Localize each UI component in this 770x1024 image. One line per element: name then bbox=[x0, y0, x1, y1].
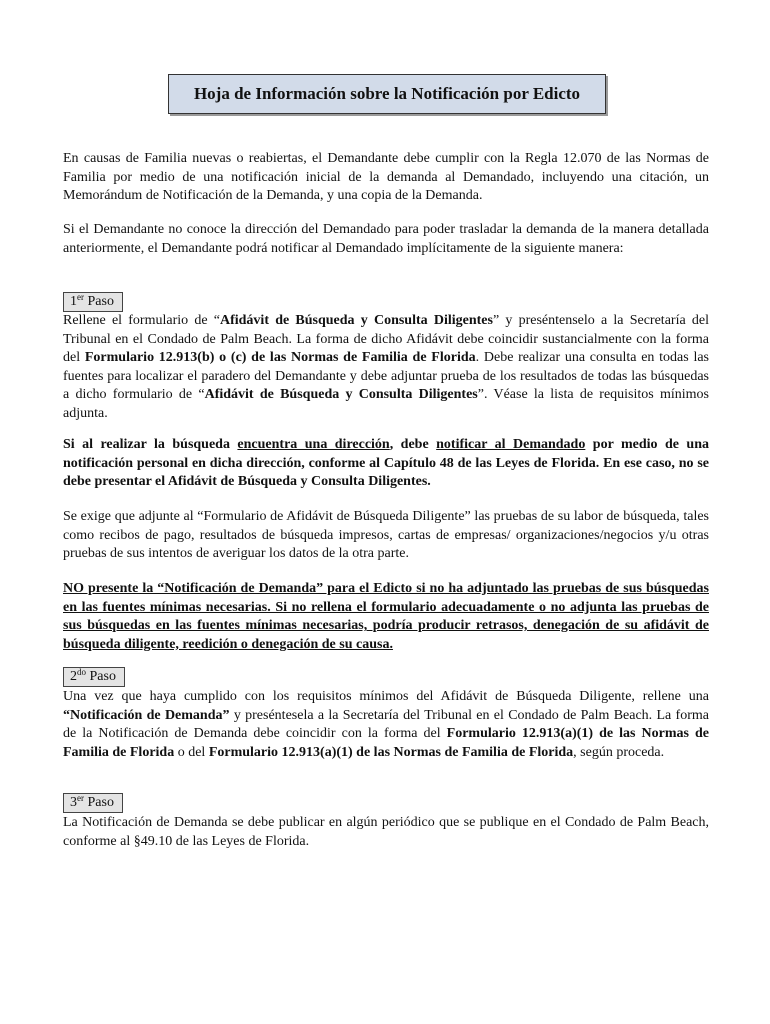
text-span: y preséntesela a la Secretaría del Tribunal en el Condado de Palm Beach. La forma de la Notificación de Demanda debe coincidir con la forma del bbox=[63, 707, 709, 742]
step-1-paragraph-2 bbox=[63, 436, 709, 492]
text-span: ” y preséntenselo a la Secretaría del Tribunal en el Condado de Palm Beach. La forma de dicho Afidávit debe coincidir sustancialmente con la forma del bbox=[63, 313, 709, 366]
underlined-text: encuentra una dirección bbox=[237, 437, 390, 452]
step-1-number: 1 bbox=[70, 294, 77, 309]
bold-text: Afidávit de Búsqueda y Consulta Diligentes bbox=[204, 387, 478, 403]
text-span: , debe bbox=[389, 437, 437, 452]
intro-paragraph-2: Si el Demandante no conoce la dirección del Demandado para poder trasladar la demanda de la manera detallada anteriormente, el Demandante podrá notificar al Demandado implícitamente de la siguiente manera: bbox=[63, 222, 709, 256]
step-2-number: 2 bbox=[70, 669, 77, 684]
text-span: Si al realizar la búsqueda bbox=[63, 437, 238, 452]
step-1-warning-paragraph: NO presente la “Notificación de Demanda” para el Edicto si no ha adjuntado las pruebas de sus búsquedas en las fuentes mínimas necesarias. Si no rellena el formulario adecuadamente o no adjunta las pruebas de sus búsquedas en las fuentes mínimas necesarias, podría producir retrasos, denegación de su afidávit de búsqueda diligente, reedición o denegación de su causa. bbox=[63, 581, 709, 652]
step-1-word: Paso bbox=[87, 294, 114, 309]
bold-text: Formulario 12.913(a)(1) de las Normas de Familia de Florida bbox=[208, 744, 574, 760]
step-2-paragraph-1 bbox=[63, 688, 709, 762]
text-span: . Debe realizar una consulta en todas las fuentes para localizar el paradero del Demandante y debe adjuntar prueba de los resultados de todas las búsquedas a dicho formulario de “ bbox=[63, 350, 710, 403]
intro-paragraph-1: En causas de Familia nuevas o reabiertas, el Demandante debe cumplir con la Regla 12.070 de las Normas de Familia por medio de una notificación inicial de la demanda al Demandado, incluyendo una citación, un Memorándum de Notificación de la Demanda, y una copia de la Demanda. bbox=[63, 151, 709, 204]
step-3-word: Paso bbox=[87, 795, 114, 810]
text-span: por medio de una notificación personal en dicha dirección, conforme al Capítulo 48 de las Leyes de Florida. En ese caso, no se debe presentar el Afidávit de Búsqueda y Consulta Diligentes. bbox=[63, 437, 710, 490]
step-1-ordinal: er bbox=[77, 292, 84, 302]
step-3-number: 3 bbox=[70, 795, 77, 810]
text-span: ”. Véase la lista de requisitos mínimos adjunta. bbox=[63, 387, 709, 421]
step-2-word: Paso bbox=[89, 669, 116, 684]
text-span: o del bbox=[174, 744, 209, 760]
bold-text: Afidávit de Búsqueda y Consulta Diligentes bbox=[219, 313, 493, 328]
text-span: Rellene el formulario de “ bbox=[63, 313, 220, 328]
bold-text: Formulario 12.913(a)(1) de las Normas de Familia de Florida bbox=[63, 726, 709, 760]
page-title bbox=[168, 74, 606, 114]
underlined-text: notificar al Demandado bbox=[436, 437, 586, 452]
text-span: , según proceda. bbox=[573, 744, 665, 760]
step-2-ordinal: do bbox=[77, 667, 86, 677]
step-2-label bbox=[63, 667, 125, 687]
step-3-ordinal: er bbox=[77, 793, 84, 803]
bold-text: “Notificación de Demanda” bbox=[63, 707, 230, 723]
text-span: Una vez que haya cumplido con los requisitos mínimos del Afidávit de Búsqueda Diligente, rellene una bbox=[63, 689, 709, 704]
step-3-label bbox=[63, 793, 123, 813]
step-3-paragraph-1: La Notificación de Demanda se debe publicar en algún periódico que se publique en el Condado de Palm Beach, conforme al §49.10 de las Leyes de Florida. bbox=[63, 815, 709, 849]
page-title-text: Hoja de Información sobre la Notificación por Edicto bbox=[193, 84, 581, 103]
bold-text: Formulario 12.913(b) o (c) de las Normas de Familia de Florida bbox=[84, 350, 476, 366]
step-1-paragraph-1 bbox=[63, 312, 709, 424]
step-1-paragraph-3: Se exige que adjunte al “Formulario de Afidávit de Búsqueda Diligente” las pruebas de su labor de búsqueda, tales como recibos de pago, resultados de búsqueda impresos, cartas de empresas/ organizaciones/negocios y/u otras pruebas de sus intentos de averiguar los datos de la otra parte. bbox=[63, 509, 709, 562]
step-1-label bbox=[63, 292, 123, 312]
